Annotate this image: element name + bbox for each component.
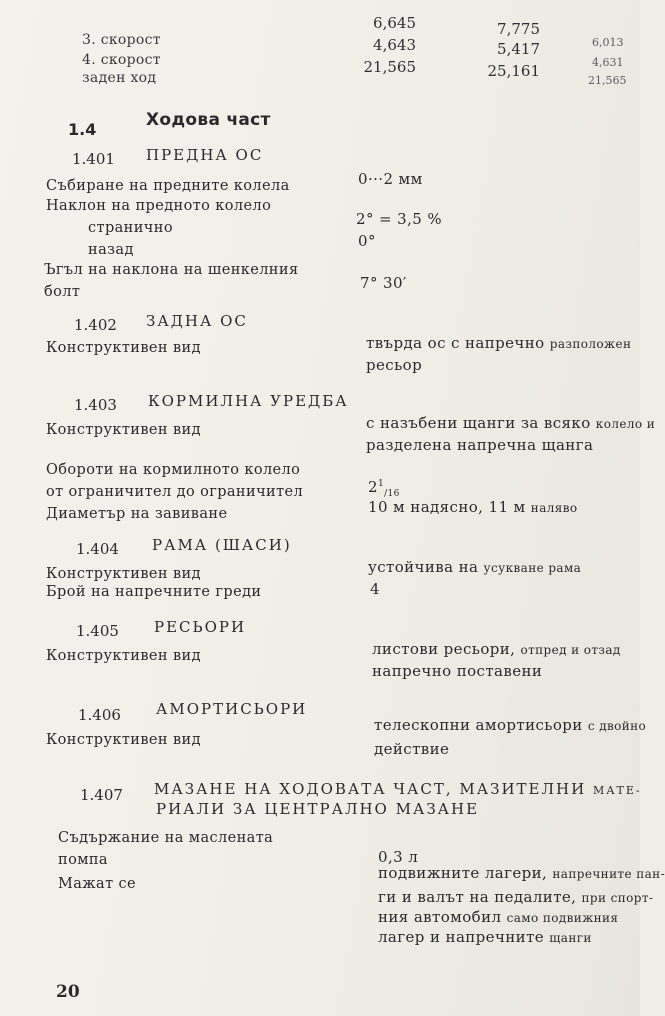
gear-label: заден ход [82,70,157,86]
gear-value: 7,775 [497,20,540,38]
spec-value: телескопни амортисьори с двойно [374,716,647,734]
subsection-number: 1.401 [72,150,115,168]
subsection-title: МАЗАНЕ НА ХОДОВАТА ЧАСТ, МАЗИТЕЛНИ МАТЕ- [154,780,642,798]
spec-value: лагер и напречните щанги [378,928,592,946]
subsection-title: РИАЛИ ЗА ЦЕНТРАЛНО МАЗАНЕ [156,800,480,818]
spec-label: Обороти на кормилното колело [46,462,301,478]
subsection-title: ПРЕДНА ОС [146,146,264,164]
subsection-number: 1.406 [78,706,121,724]
spec-label: странично [88,220,173,236]
spec-label: Мажат се [58,876,137,892]
spec-value: действие [374,740,450,758]
subsection-title: КОРМИЛНА УРЕДБА [148,392,349,410]
spec-value: ги и валът на педалите, при спорт- [378,888,654,906]
spec-label: Конструктивен вид [46,648,201,664]
gear-value: 4,631 [592,56,624,69]
spec-value: 10 м надясно, 11 м наляво [368,498,578,516]
spec-label: Съдържание на маслената [58,830,274,846]
subsection-number: 1.403 [74,396,117,414]
spec-label: Ъгъл на наклона на шенкелния [44,262,299,278]
section-title: Ходова част [146,110,271,130]
spec-value: листови ресьори, отпред и отзад [372,640,621,658]
spec-value: 7° 30′ [360,274,407,292]
page-number: 20 [56,982,80,1002]
spec-value: 0° [358,232,376,250]
subsection-number: 1.407 [80,786,123,804]
spec-value: напречно поставени [372,662,543,680]
spec-label: Конструктивен вид [46,732,201,748]
spec-label: Брой на напречните греди [46,584,262,600]
spec-label: болт [44,284,81,300]
subsection-number: 1.404 [76,540,119,558]
section-number: 1.4 [68,120,97,139]
spec-label: Конструктивен вид [46,566,201,582]
spec-value: подвижните лагери, напречните пан- [378,864,665,882]
spec-label: от ограничител до ограничител [46,484,304,500]
spec-value: ресьор [366,356,423,374]
spec-value: 0,3 л [378,848,419,866]
subsection-title: РАМА (ШАСИ) [152,536,292,554]
spec-value: $2^1_{/16}$ [368,478,400,499]
gear-value: 5,417 [497,40,540,58]
spec-label: Събиране на предните колела [46,178,290,194]
spec-label: Диаметър на завиване [46,506,228,522]
spec-label: назад [88,242,134,258]
spec-value: твърда ос с напречно разположен [366,334,632,352]
spec-value: 4 [370,580,380,598]
gear-value: 6,645 [373,14,416,32]
spec-value: ния автомобил само подвижния [378,908,619,926]
subsection-number: 1.402 [74,316,117,334]
gear-label: 3. скорост [82,32,161,48]
subsection-title: АМОРТИСЬОРИ [156,700,308,718]
spec-value: 0···2 мм [358,170,423,188]
spec-value: разделена напречна щанга [366,436,594,454]
spec-value: с назъбени щанги за всяко колело и [366,414,656,432]
spec-label: Наклон на предното колело [46,198,272,214]
spec-label: Конструктивен вид [46,422,201,438]
spec-label: Конструктивен вид [46,340,201,356]
gear-value: 6,013 [592,36,624,49]
gear-value: 25,161 [487,62,540,80]
gear-value: 21,565 [363,58,416,76]
gear-value: 4,643 [373,36,416,54]
subsection-title: РЕСЬОРИ [154,618,247,636]
gear-label: 4. скорост [82,52,161,68]
subsection-title: ЗАДНА ОС [146,312,248,330]
spec-value: 2° = 3,5 % [356,210,443,228]
subsection-number: 1.405 [76,622,119,640]
spec-label: помпа [58,852,108,868]
spec-value: устойчива на усукване рама [368,558,582,576]
gear-value: 21,565 [588,74,627,87]
